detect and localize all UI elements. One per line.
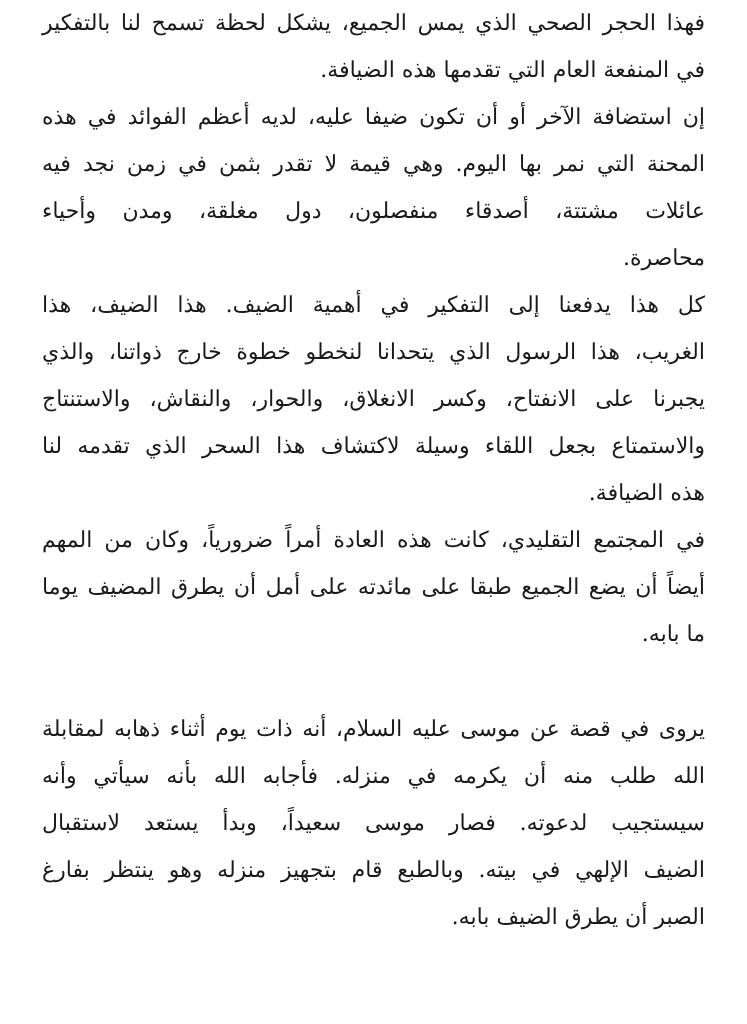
text-line: الصبر أن يطرق الضيف بابه. xyxy=(451,905,705,930)
text-line: في المجتمع التقليدي، كانت هذه العادة أمراً ضرورياً، وكان من المهم xyxy=(42,528,705,553)
text-line: في المنفعة العام التي تقدمها هذه الضيافة. xyxy=(320,58,705,83)
text-line: عائلات مشتتة، أصدقاء منفصلون، دول مغلقة، ومدن وأحياء xyxy=(42,199,705,224)
text-line: إن استضافة الآخر أو أن تكون ضيفا عليه، لديه أعظم الفوائد في هذه xyxy=(42,105,705,130)
text-line: هذه الضيافة. xyxy=(588,481,705,506)
text-line: أيضاً أن يضع الجميع طبقا على مائدته على أمل أن يطرق المضيف يوما xyxy=(42,575,705,600)
text-line: ما بابه. xyxy=(641,622,705,647)
text-line: سيستجيب لدعوته. فصار موسى سعيداً، وبدأ يستعد لاستقبال xyxy=(42,811,705,836)
text-line: الله طلب منه أن يكرمه في منزله. فأجابه الله بأنه سيأتي وأنه xyxy=(42,764,705,789)
text-line: كل هذا يدفعنا إلى التفكير في أهمية الضيف. هذا الضيف، هذا xyxy=(42,293,705,318)
text-line: يروى في قصة عن موسى عليه السلام، أنه ذات يوم أثناء ذهابه لمقابلة xyxy=(42,717,705,742)
text-line: المحنة التي نمر بها اليوم. وهي قيمة لا تقدر بثمن في زمن نجد فيه xyxy=(42,152,705,177)
text-line: الضيف الإلهي في بيته. وبالطبع قام بتجهيز منزله وهو ينتظر بفارغ xyxy=(42,858,705,883)
text-line: والاستمتاع بجعل اللقاء وسيلة لاكتشاف هذا السحر الذي تقدمه لنا xyxy=(42,434,705,459)
text-line: الغريب، هذا الرسول الذي يتحدانا لنخطو خطوة خارج ذواتنا، والذي xyxy=(42,340,705,365)
document-page xyxy=(42,0,705,941)
text-line: فهذا الحجر الصحي الذي يمس الجميع، يشكل لحظة تسمح لنا بالتفكير xyxy=(42,11,705,36)
paragraph-gap xyxy=(42,658,705,706)
text-line: محاصرة. xyxy=(622,246,705,271)
text-line: يجبرنا على الانفتاح، وكسر الانغلاق، والحوار، والنقاش، والاستنتاج xyxy=(42,387,705,412)
